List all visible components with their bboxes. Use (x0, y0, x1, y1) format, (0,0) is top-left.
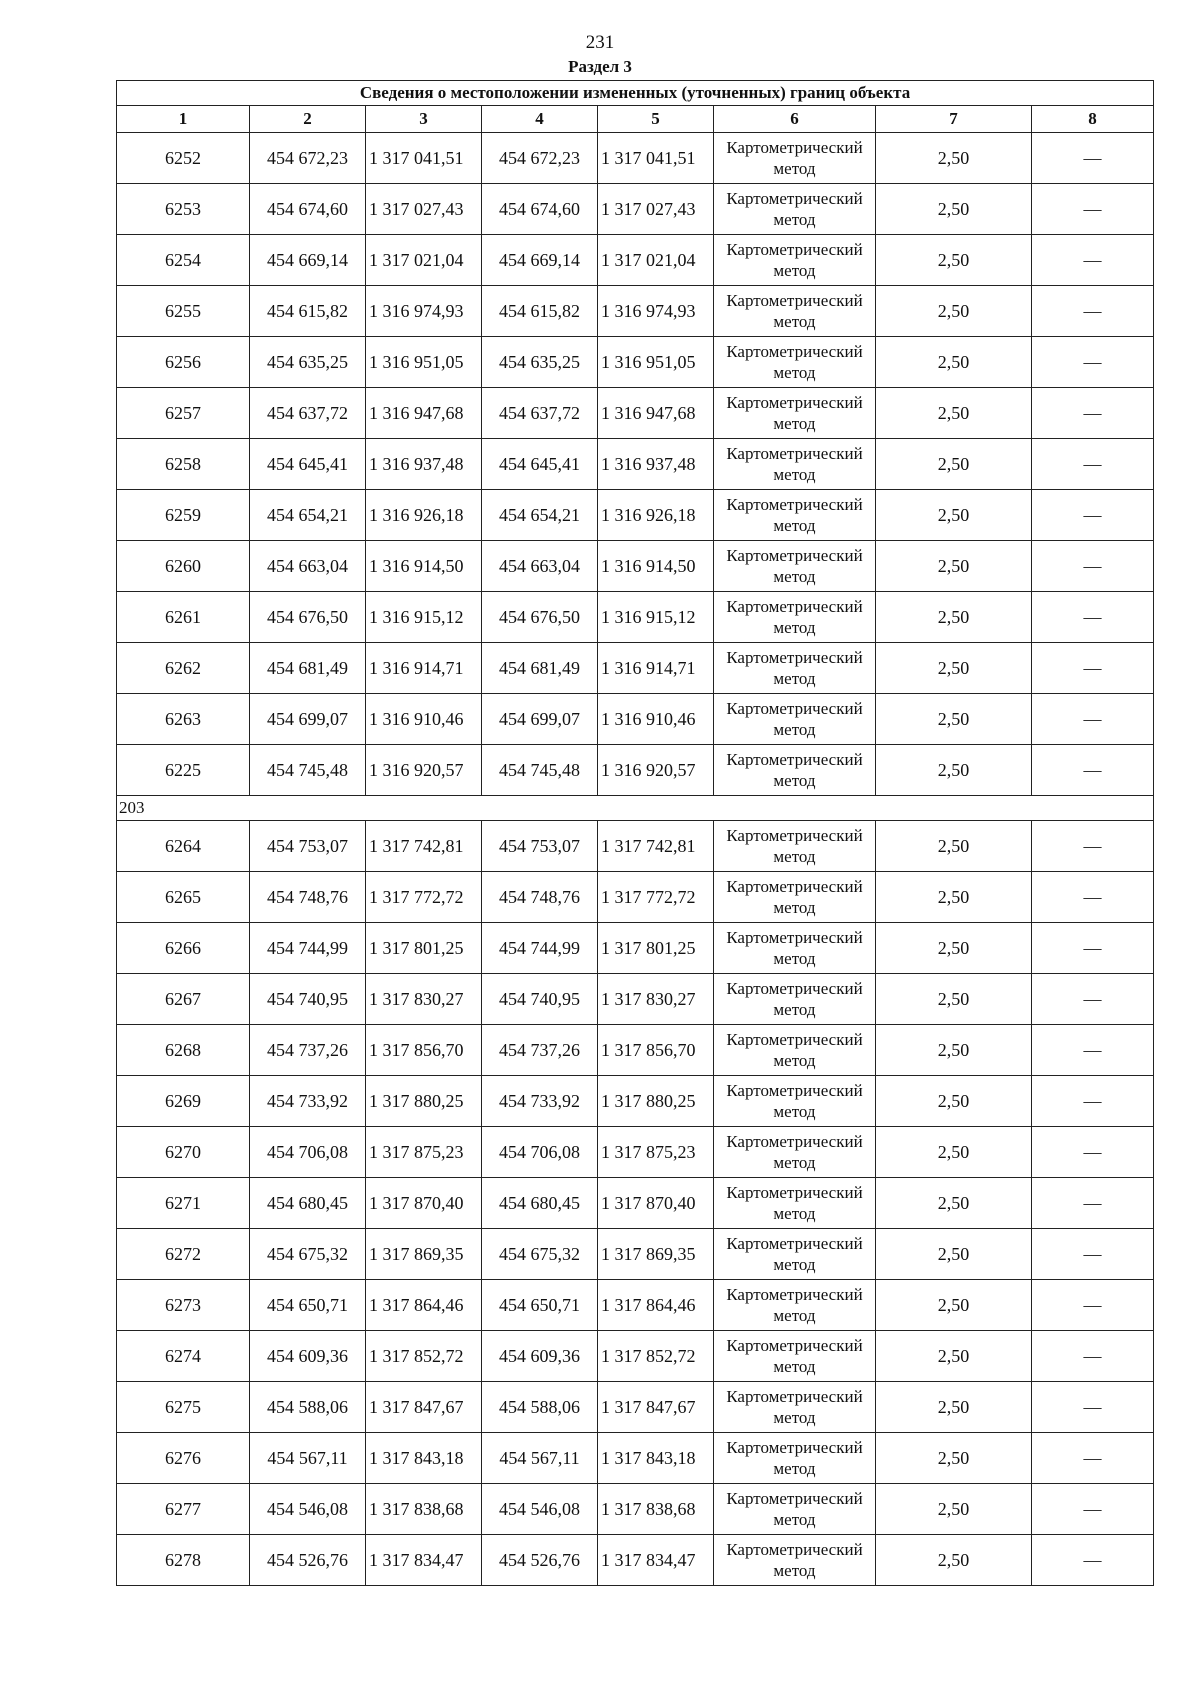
existing-x-cell: 454 609,36 (250, 1331, 366, 1382)
new-x-cell: 454 680,45 (482, 1178, 598, 1229)
new-x-cell: 454 753,07 (482, 821, 598, 872)
new-y-cell: 1 317 027,43 (598, 184, 714, 235)
existing-x-cell: 454 674,60 (250, 184, 366, 235)
description-cell: — (1032, 1076, 1154, 1127)
existing-y-cell: 1 316 920,57 (366, 745, 482, 796)
existing-y-cell: 1 316 974,93 (366, 286, 482, 337)
table-row (117, 388, 1154, 439)
determination-method-cell: Картометрический метод (714, 1178, 876, 1229)
determination-method-cell: Картометрический метод (714, 184, 876, 235)
column-number: 7 (876, 106, 1032, 133)
existing-y-cell: 1 317 830,27 (366, 974, 482, 1025)
existing-y-cell: 1 316 926,18 (366, 490, 482, 541)
accuracy-cell: 2,50 (876, 1535, 1032, 1586)
accuracy-cell: 2,50 (876, 1178, 1032, 1229)
determination-method-cell: Картометрический метод (714, 643, 876, 694)
accuracy-cell: 2,50 (876, 1076, 1032, 1127)
new-y-cell: 1 317 838,68 (598, 1484, 714, 1535)
existing-y-cell: 1 316 914,71 (366, 643, 482, 694)
point-number-cell: 6259 (117, 490, 250, 541)
existing-y-cell: 1 316 915,12 (366, 592, 482, 643)
accuracy-cell: 2,50 (876, 592, 1032, 643)
existing-y-cell: 1 317 864,46 (366, 1280, 482, 1331)
new-y-cell: 1 317 869,35 (598, 1229, 714, 1280)
column-number: 2 (250, 106, 366, 133)
accuracy-cell: 2,50 (876, 286, 1032, 337)
table-row (117, 694, 1154, 745)
existing-y-cell: 1 317 852,72 (366, 1331, 482, 1382)
new-x-cell: 454 737,26 (482, 1025, 598, 1076)
column-number: 1 (117, 106, 250, 133)
table-row (117, 872, 1154, 923)
existing-x-cell: 454 672,23 (250, 133, 366, 184)
new-x-cell: 454 748,76 (482, 872, 598, 923)
new-y-cell: 1 317 880,25 (598, 1076, 714, 1127)
new-x-cell: 454 637,72 (482, 388, 598, 439)
table-body (117, 133, 1154, 1586)
determination-method-cell: Картометрический метод (714, 923, 876, 974)
point-number-cell: 6264 (117, 821, 250, 872)
new-y-cell: 1 316 947,68 (598, 388, 714, 439)
new-x-cell: 454 733,92 (482, 1076, 598, 1127)
existing-y-cell: 1 316 937,48 (366, 439, 482, 490)
group-label: 203 (117, 796, 1154, 821)
determination-method-cell: Картометрический метод (714, 1127, 876, 1178)
existing-y-cell: 1 317 847,67 (366, 1382, 482, 1433)
existing-y-cell: 1 317 869,35 (366, 1229, 482, 1280)
accuracy-cell: 2,50 (876, 745, 1032, 796)
existing-x-cell: 454 740,95 (250, 974, 366, 1025)
accuracy-cell: 2,50 (876, 1127, 1032, 1178)
determination-method-cell: Картометрический метод (714, 592, 876, 643)
determination-method-cell: Картометрический метод (714, 745, 876, 796)
determination-method-cell: Картометрический метод (714, 974, 876, 1025)
determination-method-cell: Картометрический метод (714, 1382, 876, 1433)
new-x-cell: 454 672,23 (482, 133, 598, 184)
description-cell: — (1032, 872, 1154, 923)
new-x-cell: 454 588,06 (482, 1382, 598, 1433)
existing-y-cell: 1 316 910,46 (366, 694, 482, 745)
group-header-row (117, 796, 1154, 821)
determination-method-cell: Картометрический метод (714, 872, 876, 923)
description-cell: — (1032, 821, 1154, 872)
new-y-cell: 1 316 910,46 (598, 694, 714, 745)
existing-y-cell: 1 317 870,40 (366, 1178, 482, 1229)
description-cell: — (1032, 1535, 1154, 1586)
column-number: 6 (714, 106, 876, 133)
accuracy-cell: 2,50 (876, 643, 1032, 694)
accuracy-cell: 2,50 (876, 337, 1032, 388)
existing-y-cell: 1 317 843,18 (366, 1433, 482, 1484)
determination-method-cell: Картометрический метод (714, 1484, 876, 1535)
table-row (117, 286, 1154, 337)
new-x-cell: 454 745,48 (482, 745, 598, 796)
accuracy-cell: 2,50 (876, 1229, 1032, 1280)
determination-method-cell: Картометрический метод (714, 337, 876, 388)
table-row (117, 1178, 1154, 1229)
existing-x-cell: 454 637,72 (250, 388, 366, 439)
point-number-cell: 6254 (117, 235, 250, 286)
new-x-cell: 454 654,21 (482, 490, 598, 541)
new-x-cell: 454 675,32 (482, 1229, 598, 1280)
new-y-cell: 1 317 852,72 (598, 1331, 714, 1382)
accuracy-cell: 2,50 (876, 974, 1032, 1025)
boundary-coordinates-table (116, 80, 1154, 1586)
column-number: 5 (598, 106, 714, 133)
table-row (117, 1535, 1154, 1586)
new-y-cell: 1 317 870,40 (598, 1178, 714, 1229)
description-cell: — (1032, 235, 1154, 286)
table-row (117, 1025, 1154, 1076)
new-y-cell: 1 316 937,48 (598, 439, 714, 490)
accuracy-cell: 2,50 (876, 923, 1032, 974)
description-cell: — (1032, 1229, 1154, 1280)
new-x-cell: 454 615,82 (482, 286, 598, 337)
point-number-cell: 6269 (117, 1076, 250, 1127)
point-number-cell: 6225 (117, 745, 250, 796)
existing-x-cell: 454 615,82 (250, 286, 366, 337)
existing-x-cell: 454 546,08 (250, 1484, 366, 1535)
existing-y-cell: 1 317 742,81 (366, 821, 482, 872)
description-cell: — (1032, 592, 1154, 643)
determination-method-cell: Картометрический метод (714, 1025, 876, 1076)
existing-y-cell: 1 317 838,68 (366, 1484, 482, 1535)
existing-x-cell: 454 669,14 (250, 235, 366, 286)
new-y-cell: 1 317 843,18 (598, 1433, 714, 1484)
point-number-cell: 6262 (117, 643, 250, 694)
existing-x-cell: 454 744,99 (250, 923, 366, 974)
determination-method-cell: Картометрический метод (714, 541, 876, 592)
point-number-cell: 6258 (117, 439, 250, 490)
existing-y-cell: 1 317 875,23 (366, 1127, 482, 1178)
table-row (117, 439, 1154, 490)
new-x-cell: 454 645,41 (482, 439, 598, 490)
new-x-cell: 454 674,60 (482, 184, 598, 235)
table-row (117, 974, 1154, 1025)
point-number-cell: 6271 (117, 1178, 250, 1229)
existing-x-cell: 454 745,48 (250, 745, 366, 796)
table-row (117, 821, 1154, 872)
description-cell: — (1032, 643, 1154, 694)
new-y-cell: 1 317 742,81 (598, 821, 714, 872)
table-row (117, 337, 1154, 388)
point-number-cell: 6263 (117, 694, 250, 745)
accuracy-cell: 2,50 (876, 872, 1032, 923)
table-row (117, 592, 1154, 643)
description-cell: — (1032, 1433, 1154, 1484)
description-cell: — (1032, 337, 1154, 388)
accuracy-cell: 2,50 (876, 439, 1032, 490)
point-number-cell: 6253 (117, 184, 250, 235)
point-number-cell: 6276 (117, 1433, 250, 1484)
new-y-cell: 1 316 915,12 (598, 592, 714, 643)
table-row (117, 1076, 1154, 1127)
accuracy-cell: 2,50 (876, 1331, 1032, 1382)
point-number-cell: 6266 (117, 923, 250, 974)
existing-x-cell: 454 654,21 (250, 490, 366, 541)
table-row (117, 1433, 1154, 1484)
accuracy-cell: 2,50 (876, 1025, 1032, 1076)
existing-x-cell: 454 645,41 (250, 439, 366, 490)
existing-y-cell: 1 317 801,25 (366, 923, 482, 974)
determination-method-cell: Картометрический метод (714, 1280, 876, 1331)
description-cell: — (1032, 1178, 1154, 1229)
determination-method-cell: Картометрический метод (714, 1076, 876, 1127)
table-row (117, 1484, 1154, 1535)
existing-y-cell: 1 317 856,70 (366, 1025, 482, 1076)
determination-method-cell: Картометрический метод (714, 1229, 876, 1280)
new-y-cell: 1 317 847,67 (598, 1382, 714, 1433)
table-row (117, 1280, 1154, 1331)
determination-method-cell: Картометрический метод (714, 1535, 876, 1586)
new-y-cell: 1 316 920,57 (598, 745, 714, 796)
existing-x-cell: 454 733,92 (250, 1076, 366, 1127)
description-cell: — (1032, 923, 1154, 974)
table-row (117, 235, 1154, 286)
point-number-cell: 6252 (117, 133, 250, 184)
new-y-cell: 1 317 801,25 (598, 923, 714, 974)
existing-x-cell: 454 748,76 (250, 872, 366, 923)
existing-x-cell: 454 699,07 (250, 694, 366, 745)
existing-x-cell: 454 567,11 (250, 1433, 366, 1484)
point-number-cell: 6270 (117, 1127, 250, 1178)
new-y-cell: 1 317 772,72 (598, 872, 714, 923)
description-cell: — (1032, 1127, 1154, 1178)
new-x-cell: 454 669,14 (482, 235, 598, 286)
description-cell: — (1032, 439, 1154, 490)
column-number-row (117, 106, 1154, 133)
existing-x-cell: 454 737,26 (250, 1025, 366, 1076)
existing-y-cell: 1 317 021,04 (366, 235, 482, 286)
point-number-cell: 6265 (117, 872, 250, 923)
accuracy-cell: 2,50 (876, 541, 1032, 592)
column-number: 3 (366, 106, 482, 133)
determination-method-cell: Картометрический метод (714, 694, 876, 745)
new-x-cell: 454 706,08 (482, 1127, 598, 1178)
point-number-cell: 6260 (117, 541, 250, 592)
determination-method-cell: Картометрический метод (714, 388, 876, 439)
accuracy-cell: 2,50 (876, 388, 1032, 439)
new-y-cell: 1 317 864,46 (598, 1280, 714, 1331)
new-y-cell: 1 316 951,05 (598, 337, 714, 388)
existing-x-cell: 454 675,32 (250, 1229, 366, 1280)
existing-x-cell: 454 681,49 (250, 643, 366, 694)
new-y-cell: 1 316 974,93 (598, 286, 714, 337)
table-row (117, 1229, 1154, 1280)
accuracy-cell: 2,50 (876, 490, 1032, 541)
table-row (117, 184, 1154, 235)
existing-x-cell: 454 753,07 (250, 821, 366, 872)
point-number-cell: 6277 (117, 1484, 250, 1535)
new-x-cell: 454 744,99 (482, 923, 598, 974)
description-cell: — (1032, 1382, 1154, 1433)
accuracy-cell: 2,50 (876, 1382, 1032, 1433)
description-cell: — (1032, 490, 1154, 541)
accuracy-cell: 2,50 (876, 235, 1032, 286)
new-x-cell: 454 740,95 (482, 974, 598, 1025)
accuracy-cell: 2,50 (876, 821, 1032, 872)
description-cell: — (1032, 974, 1154, 1025)
point-number-cell: 6278 (117, 1535, 250, 1586)
existing-x-cell: 454 650,71 (250, 1280, 366, 1331)
description-cell: — (1032, 541, 1154, 592)
new-x-cell: 454 546,08 (482, 1484, 598, 1535)
new-x-cell: 454 650,71 (482, 1280, 598, 1331)
point-number-cell: 6261 (117, 592, 250, 643)
new-x-cell: 454 567,11 (482, 1433, 598, 1484)
point-number-cell: 6268 (117, 1025, 250, 1076)
new-y-cell: 1 317 856,70 (598, 1025, 714, 1076)
determination-method-cell: Картометрический метод (714, 286, 876, 337)
new-y-cell: 1 317 875,23 (598, 1127, 714, 1178)
existing-x-cell: 454 663,04 (250, 541, 366, 592)
table-row (117, 490, 1154, 541)
new-x-cell: 454 526,76 (482, 1535, 598, 1586)
new-x-cell: 454 699,07 (482, 694, 598, 745)
accuracy-cell: 2,50 (876, 1433, 1032, 1484)
accuracy-cell: 2,50 (876, 1280, 1032, 1331)
existing-x-cell: 454 706,08 (250, 1127, 366, 1178)
determination-method-cell: Картометрический метод (714, 1331, 876, 1382)
determination-method-cell: Картометрический метод (714, 821, 876, 872)
column-number: 8 (1032, 106, 1154, 133)
table-row (117, 541, 1154, 592)
section-title: Раздел 3 (568, 57, 632, 76)
description-cell: — (1032, 745, 1154, 796)
page-number: 231 (585, 32, 615, 53)
table-row (117, 1331, 1154, 1382)
existing-x-cell: 454 635,25 (250, 337, 366, 388)
existing-y-cell: 1 317 834,47 (366, 1535, 482, 1586)
accuracy-cell: 2,50 (876, 694, 1032, 745)
point-number-cell: 6272 (117, 1229, 250, 1280)
description-cell: — (1032, 1484, 1154, 1535)
new-y-cell: 1 317 021,04 (598, 235, 714, 286)
point-number-cell: 6274 (117, 1331, 250, 1382)
description-cell: — (1032, 1280, 1154, 1331)
new-y-cell: 1 317 041,51 (598, 133, 714, 184)
existing-y-cell: 1 317 880,25 (366, 1076, 482, 1127)
description-cell: — (1032, 1331, 1154, 1382)
point-number-cell: 6275 (117, 1382, 250, 1433)
point-number-cell: 6273 (117, 1280, 250, 1331)
new-x-cell: 454 663,04 (482, 541, 598, 592)
accuracy-cell: 2,50 (876, 1484, 1032, 1535)
new-y-cell: 1 316 914,50 (598, 541, 714, 592)
table-row (117, 643, 1154, 694)
determination-method-cell: Картометрический метод (714, 235, 876, 286)
table-row (117, 133, 1154, 184)
description-cell: — (1032, 694, 1154, 745)
existing-x-cell: 454 680,45 (250, 1178, 366, 1229)
table-row (117, 1382, 1154, 1433)
existing-y-cell: 1 317 041,51 (366, 133, 482, 184)
existing-y-cell: 1 316 947,68 (366, 388, 482, 439)
existing-y-cell: 1 316 914,50 (366, 541, 482, 592)
point-number-cell: 6257 (117, 388, 250, 439)
existing-x-cell: 454 526,76 (250, 1535, 366, 1586)
new-x-cell: 454 681,49 (482, 643, 598, 694)
table-caption: Сведения о местоположении измененных (уточненных) границ объекта (117, 81, 1154, 106)
point-number-cell: 6255 (117, 286, 250, 337)
existing-y-cell: 1 317 772,72 (366, 872, 482, 923)
determination-method-cell: Картометрический метод (714, 133, 876, 184)
determination-method-cell: Картометрический метод (714, 1433, 876, 1484)
existing-x-cell: 454 588,06 (250, 1382, 366, 1433)
new-x-cell: 454 609,36 (482, 1331, 598, 1382)
point-number-cell: 6256 (117, 337, 250, 388)
existing-y-cell: 1 316 951,05 (366, 337, 482, 388)
description-cell: — (1032, 133, 1154, 184)
column-number: 4 (482, 106, 598, 133)
table-row (117, 923, 1154, 974)
table-row (117, 1127, 1154, 1178)
description-cell: — (1032, 286, 1154, 337)
determination-method-cell: Картометрический метод (714, 490, 876, 541)
new-x-cell: 454 635,25 (482, 337, 598, 388)
accuracy-cell: 2,50 (876, 184, 1032, 235)
new-y-cell: 1 316 926,18 (598, 490, 714, 541)
determination-method-cell: Картометрический метод (714, 439, 876, 490)
new-y-cell: 1 317 830,27 (598, 974, 714, 1025)
table-row (117, 745, 1154, 796)
accuracy-cell: 2,50 (876, 133, 1032, 184)
existing-y-cell: 1 317 027,43 (366, 184, 482, 235)
existing-x-cell: 454 676,50 (250, 592, 366, 643)
new-y-cell: 1 316 914,71 (598, 643, 714, 694)
description-cell: — (1032, 184, 1154, 235)
new-y-cell: 1 317 834,47 (598, 1535, 714, 1586)
new-x-cell: 454 676,50 (482, 592, 598, 643)
point-number-cell: 6267 (117, 974, 250, 1025)
description-cell: — (1032, 388, 1154, 439)
description-cell: — (1032, 1025, 1154, 1076)
